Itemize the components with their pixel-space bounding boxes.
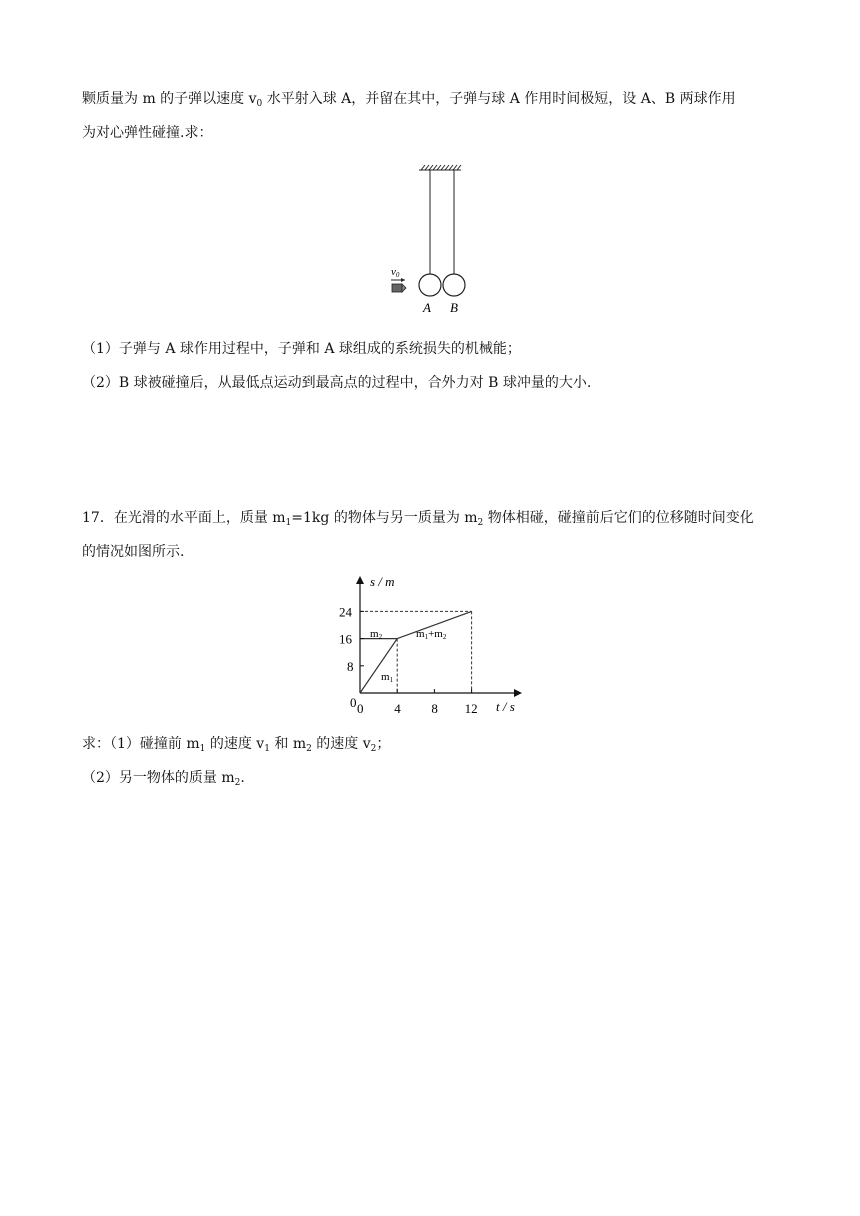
q16-text-line2: 为对心弹性碰撞.求：	[82, 125, 213, 141]
q16-part2: （2）B 球被碰撞后，从最低点运动到最高点的过程中，合外力对 B 球冲量的大小.	[82, 375, 592, 391]
y-axis-label: s / m	[370, 574, 395, 589]
x-axis-label: t / s	[496, 699, 515, 714]
label-a: A	[423, 300, 431, 315]
bullet-icon	[392, 284, 406, 292]
x-tick-label-0: 0	[357, 701, 364, 716]
origin-label: 0	[350, 695, 357, 710]
q17-part2: （2）另一物体的质量 $m_2$.	[82, 770, 245, 788]
x-tick-label-4: 4	[394, 701, 401, 716]
ceiling-hatch	[419, 165, 461, 170]
q17-text-line1: 17．在光滑的水平面上，质量 $m_1=1kg$ 的物体与另一质量为 $m_2$ 物体相碰，碰撞前后它们的位移随时间变化	[82, 510, 754, 528]
q16-part1: （1）子弹与 A 球作用过程中，子弹和 A 球组成的系统损失的机械能；	[82, 341, 521, 357]
series-label-m12: m1+m2	[416, 628, 447, 641]
series-label-m2: m2	[370, 628, 383, 641]
chart-series	[360, 611, 472, 693]
y-arrowhead-icon	[356, 576, 364, 584]
y-tick-label-24: 24	[339, 604, 352, 620]
y-tick-label-8: 8	[347, 658, 354, 674]
displacement-time-chart	[330, 570, 530, 720]
q17-part1: 求：（1）碰撞前 $m_1$ 的速度 $v_1$ 和 $m_2$ 的速度 $v_2$；	[82, 736, 391, 754]
q17-text-line2: 的情况如图所示.	[82, 544, 185, 560]
x-arrowhead-icon	[514, 689, 522, 697]
chart-guides	[360, 611, 472, 693]
pendulum-figure	[385, 160, 485, 320]
series-label-m1: m1	[381, 671, 394, 684]
x-tick-label-8: 8	[431, 701, 438, 716]
ball-a	[419, 274, 441, 296]
velocity-arrowhead-icon	[401, 278, 405, 282]
y-tick-label-16: 16	[339, 631, 352, 647]
label-b: B	[450, 300, 458, 315]
velocity-label: v0	[391, 266, 400, 279]
x-tick-label-12: 12	[464, 701, 478, 716]
ball-b	[443, 274, 465, 296]
series-line-m1	[360, 639, 397, 693]
q16-text-line1: 颗质量为 m 的子弹以速度 $v_0$ 水平射入球 A，并留在其中，子弹与球 A 作用时间极短，设 A、B 两球作用	[82, 91, 736, 109]
